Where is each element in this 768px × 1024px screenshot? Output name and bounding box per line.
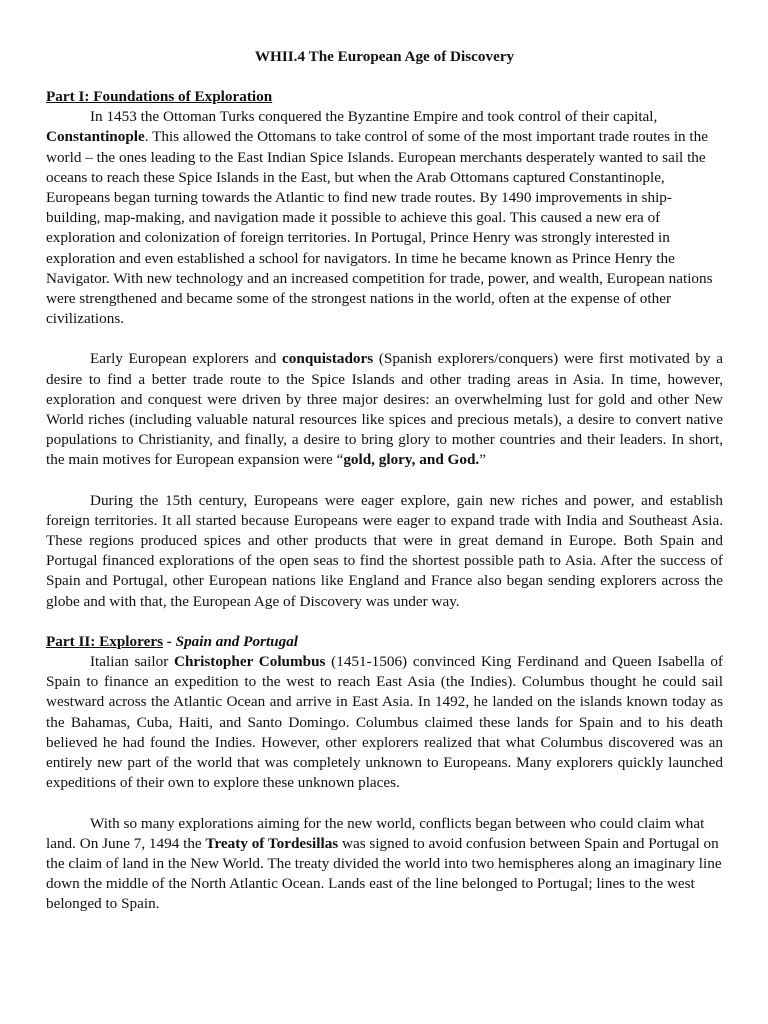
part2-p1-term-columbus: Christopher Columbus (174, 653, 326, 671)
part1-paragraph-1 (46, 107, 723, 329)
part1-p1-text-c: . This allowed the Ottomans to take control of some of the most important trade routes in the world – the ones leading to the East Indian Spice Islands. European merchants desperately wanted to sail the oceans to reach these Spice Islands in the East, but when the Arab Ottomans captured Constantinople, Europeans began turning towards the Atlantic to find new trade routes. By 1490 improvements in ship-building, map-making, and navigation made it possible to achieve this goal. This caused a new era of exploration and colonization of foreign territories. In Portugal, Prince Henry was strongly interested in exploration and even established a school for navigators. In time he became known as Prince Henry the Navigator. With new technology and an increased competition for trade, power, and wealth, European nations were strengthened and became some of the strongest nations in the world, often at the expense of other civilizations. (46, 128, 713, 328)
part1-p2-text-e: ” (479, 451, 486, 469)
part1-paragraph-3: During the 15th century, Europeans were eager explore, gain new riches and power, and establish foreign territories. It all started because Europeans were eager to expand trade with India and Southeast Asia. These regions produced spices and other products that were in great demand in Europe. Both Spain and Portugal financed explorations of the open seas to find the shortest possible path to Asia. After the success of Spain and Portugal, other European nations like England and France also began sending explorers across the globe and with that, the European Age of Discovery was under way. (46, 491, 723, 610)
part2-heading-label: Part II: Explorers (46, 632, 163, 650)
part2-heading-separator: - (162, 632, 176, 650)
part1-p2-term-conquistadors: conquistadors (282, 350, 374, 368)
document-page (46, 47, 723, 915)
part2-p2-text-c: was signed to avoid confusion between Spain and Portugal on the claim of land in the New World. The treaty divided the world into two hemispheres along an imaginary line down the middle of the North Atlantic Ocean. Lands east of the line belonged to Portugal; lines to the west belonged to Spain. (46, 834, 722, 913)
part1-p2-text-a: Early European explorers and (90, 350, 283, 368)
paragraph-gap (46, 471, 723, 491)
part1-heading-label: Part I: Foundations of Exploration (46, 88, 273, 105)
part1-p1-text-a: In 1453 the Ottoman Turks conquered the Byzantine Empire and took control of their capital, (90, 108, 658, 126)
part1-heading (46, 87, 723, 107)
part2-paragraph-1 (46, 652, 723, 793)
document-title: WHII.4 The European Age of Discovery (254, 48, 515, 65)
part2-subheading: Spain and Portugal (175, 632, 299, 650)
part2-paragraph-2 (46, 814, 723, 915)
part2-p2-term-treaty: Treaty of Tordesillas (205, 834, 339, 852)
paragraph-gap (46, 794, 723, 814)
part2-heading (46, 632, 723, 652)
part1-p2-term-motives: gold, glory, and God. (343, 451, 480, 469)
part2-p2-text-a: With so many explorations aiming for the new world, conflicts began between who could claim what land. On June 7, 1494 the (46, 814, 705, 852)
paragraph-gap (46, 329, 723, 349)
part2-p1-text-a: Italian sailor (90, 653, 174, 671)
part1-p1-term-constantinople: Constantinople (46, 128, 145, 146)
paragraph-gap (46, 612, 723, 632)
part2-p1-text-c: (1451-1506) convinced King Ferdinand and Queen Isabella of Spain to finance an expedition to the west to reach East Asia (the Indies). Columbus thought he could sail westward across the Atlantic Ocean and arrive in East Asia. In 1492, he landed on the islands known today as the Bahamas, Cuba, Haiti, and Santo Domingo. Columbus claimed these lands for Spain and to his death believed he had found the Indies. However, other explorers realized that what Columbus discovered was an entirely new part of the world that was completely unknown to Europeans. Many explorers quickly launched expeditions of their own to explore these unknown places. (46, 653, 723, 792)
part1-paragraph-2 (46, 349, 723, 470)
part1-p2-text-c: (Spanish explorers/conquers) were first motivated by a desire to find a better trade route to the Spice Islands and other trading areas in Asia. In time, however, exploration and conquest were driven by three major desires: an overwhelming lust for gold and other New World riches (including valuable natural resources like spices and precious metals), a desire to convert native populations to Christianity, and finally, a desire to bring glory to mother countries and their leaders. In short, the main motives for European expansion were “ (46, 350, 723, 469)
